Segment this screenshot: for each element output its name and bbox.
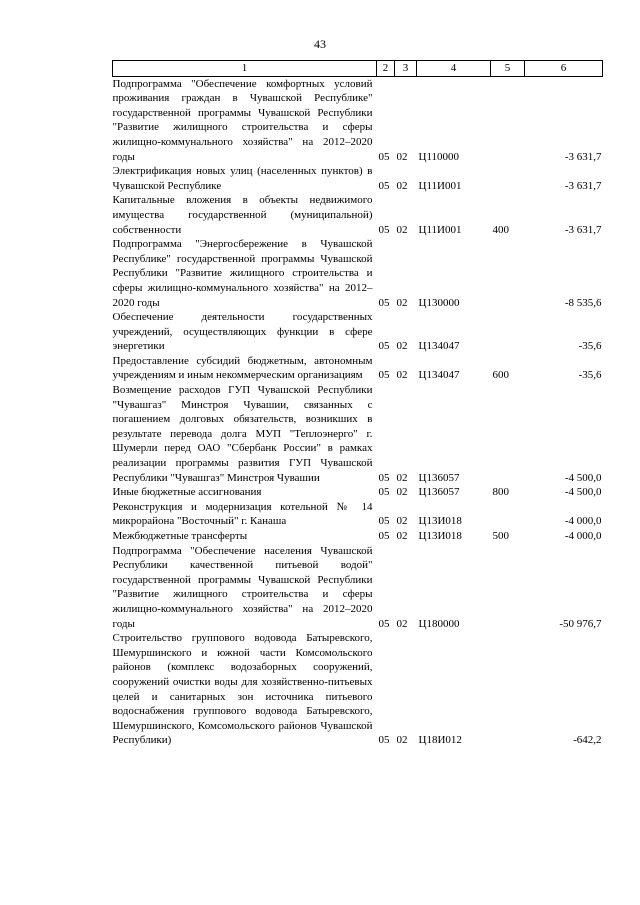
row-section: 05 xyxy=(378,223,390,236)
row-expense-type: 400 xyxy=(492,223,509,236)
row-name: Межбюджетные трансферты xyxy=(112,530,248,542)
table-row xyxy=(113,544,603,632)
row-section: 05 xyxy=(378,369,390,382)
table-row xyxy=(113,485,603,500)
table-row xyxy=(113,631,603,748)
table-row xyxy=(113,529,603,544)
row-name: Электрификация новых улиц (населенных пунктов) в Чувашской Республике xyxy=(112,165,373,192)
row-subsection: 02 xyxy=(396,223,408,236)
row-name: Капитальные вложения в объекты недвижимого имущества государственной (муниципальной) собственности xyxy=(112,194,373,236)
row-subsection: 02 xyxy=(396,369,408,382)
row-target-item: Ц136057 xyxy=(418,486,460,499)
row-subsection: 02 xyxy=(396,150,408,163)
row-name: Возмещение расходов ГУП Чувашской Республики "Чувашгаз" Минстроя Чувашии, связанных с погашением долговых обязательств, возникших в результате перевода долга МУП "Теплоэнерго" г. Шумерли перед ОАО "Сбербанк России" в рамках реализации программы развития ГУП Чувашской Республики "Чувашгаз" Минстроя Чувашии xyxy=(112,384,373,484)
header-col-4: 4 xyxy=(417,61,491,77)
row-section: 05 xyxy=(378,471,390,484)
header-col-1: 1 xyxy=(113,61,377,77)
row-target-item: Ц134047 xyxy=(418,369,460,382)
row-expense-type xyxy=(491,631,525,748)
row-subsection: 02 xyxy=(396,530,408,542)
header-row xyxy=(113,61,603,77)
row-amount: -4 000,0 xyxy=(564,530,602,542)
row-subsection: 02 xyxy=(396,515,408,528)
row-section: 05 xyxy=(378,734,390,747)
row-section: 05 xyxy=(378,515,390,528)
row-expense-type: 800 xyxy=(492,486,509,499)
row-name: Обеспечение деятельности государственных учреждений, осуществляющих функции в сфере энергетики xyxy=(112,311,373,353)
row-name: Строительство группового водовода Батыревского, Шемуршинского и южной части Комсомольского районов (комплекс водозаборных сооружений, сооружений очистки воды для хозяйственно-питьевых целей и санитарных зон источника питьевого водоснабжения группового водовода Батыревского, Шемуршинского, Комсомольского районов Чувашской Республики) xyxy=(112,632,373,747)
row-expense-type xyxy=(491,76,525,164)
row-amount: -35,6 xyxy=(578,369,602,382)
row-expense-type xyxy=(491,500,525,529)
row-target-item: Ц134047 xyxy=(418,340,460,353)
table-row xyxy=(113,310,603,354)
row-name: Иные бюджетные ассигнования xyxy=(112,486,262,499)
row-subsection: 02 xyxy=(396,734,408,747)
row-section: 05 xyxy=(378,486,390,499)
row-expense-type xyxy=(491,164,525,193)
table-row xyxy=(113,164,603,193)
row-section: 05 xyxy=(378,296,390,309)
row-expense-type xyxy=(491,310,525,354)
row-target-item: Ц110000 xyxy=(418,150,460,163)
page-number: 43 xyxy=(314,37,326,51)
table-row xyxy=(113,354,603,383)
row-name: Подпрограмма "Энергосбережение в Чувашской Республике" государственной программы Чувашской Республики "Развитие жилищного строительства и сферы жилищно-коммунального хозяйства" на 2012–2020 годы xyxy=(112,238,373,309)
table-row xyxy=(113,193,603,237)
budget-table xyxy=(112,60,603,748)
row-subsection: 02 xyxy=(396,486,408,499)
row-section: 05 xyxy=(378,530,390,542)
header-col-3: 3 xyxy=(395,61,417,77)
row-amount: -4 500,0 xyxy=(564,471,602,484)
row-expense-type xyxy=(491,544,525,632)
row-target-item: Ц13И018 xyxy=(418,530,462,542)
row-section: 05 xyxy=(378,617,390,630)
row-target-item: Ц11И001 xyxy=(418,223,462,236)
row-target-item: Ц11И001 xyxy=(418,179,462,192)
row-expense-type: 500 xyxy=(492,530,509,542)
row-subsection: 02 xyxy=(396,296,408,309)
row-subsection: 02 xyxy=(396,617,408,630)
row-section: 05 xyxy=(378,150,390,163)
row-target-item: Ц130000 xyxy=(418,296,460,309)
row-expense-type xyxy=(491,237,525,310)
row-section: 05 xyxy=(378,340,390,353)
row-amount: -3 631,7 xyxy=(564,150,602,163)
row-target-item: Ц136057 xyxy=(418,471,460,484)
row-name: Реконструкция и модернизация котельной № 14 микрорайона "Восточный" г. Канаша xyxy=(112,500,373,528)
row-amount: -4 000,0 xyxy=(564,515,602,528)
row-section: 05 xyxy=(378,179,390,192)
table-row xyxy=(113,383,603,485)
row-subsection: 02 xyxy=(396,471,408,484)
row-amount: -35,6 xyxy=(578,340,602,353)
row-expense-type xyxy=(491,383,525,485)
row-amount: -8 535,6 xyxy=(564,296,602,309)
row-name: Предоставление субсидий бюджетным, автономным учреждениям и иным некоммерческим организациям xyxy=(112,354,373,382)
row-name: Подпрограмма "Обеспечение комфортных условий проживания граждан в Чувашской Республике" государственной программы Чувашской Республики "Развитие жилищного строительства и сферы жилищно-коммунального хозяйства" на 2012–2020 годы xyxy=(112,77,373,163)
table-row xyxy=(113,237,603,310)
row-name: Подпрограмма "Обеспечение населения Чувашской Республики качественной питьевой водой" государственной программы Чувашской Республики "Развитие жилищного строительства и сферы жилищно-коммунального хозяйства" на 2012–2020 годы xyxy=(112,544,373,630)
header-col-5: 5 xyxy=(491,61,525,77)
header-col-2: 2 xyxy=(377,61,395,77)
row-amount: -50 976,7 xyxy=(559,617,602,630)
row-subsection: 02 xyxy=(396,179,408,192)
row-target-item: Ц18И012 xyxy=(418,734,462,747)
row-expense-type: 600 xyxy=(492,369,509,382)
table-row xyxy=(113,76,603,164)
row-amount: -3 631,7 xyxy=(564,223,602,236)
row-amount: -3 631,7 xyxy=(564,179,602,192)
row-target-item: Ц180000 xyxy=(418,617,460,630)
table-row xyxy=(113,500,603,529)
row-subsection: 02 xyxy=(396,340,408,353)
row-amount: -642,2 xyxy=(573,734,602,747)
row-amount: -4 500,0 xyxy=(564,486,602,499)
row-target-item: Ц13И018 xyxy=(418,515,462,528)
header-col-6: 6 xyxy=(525,61,603,77)
